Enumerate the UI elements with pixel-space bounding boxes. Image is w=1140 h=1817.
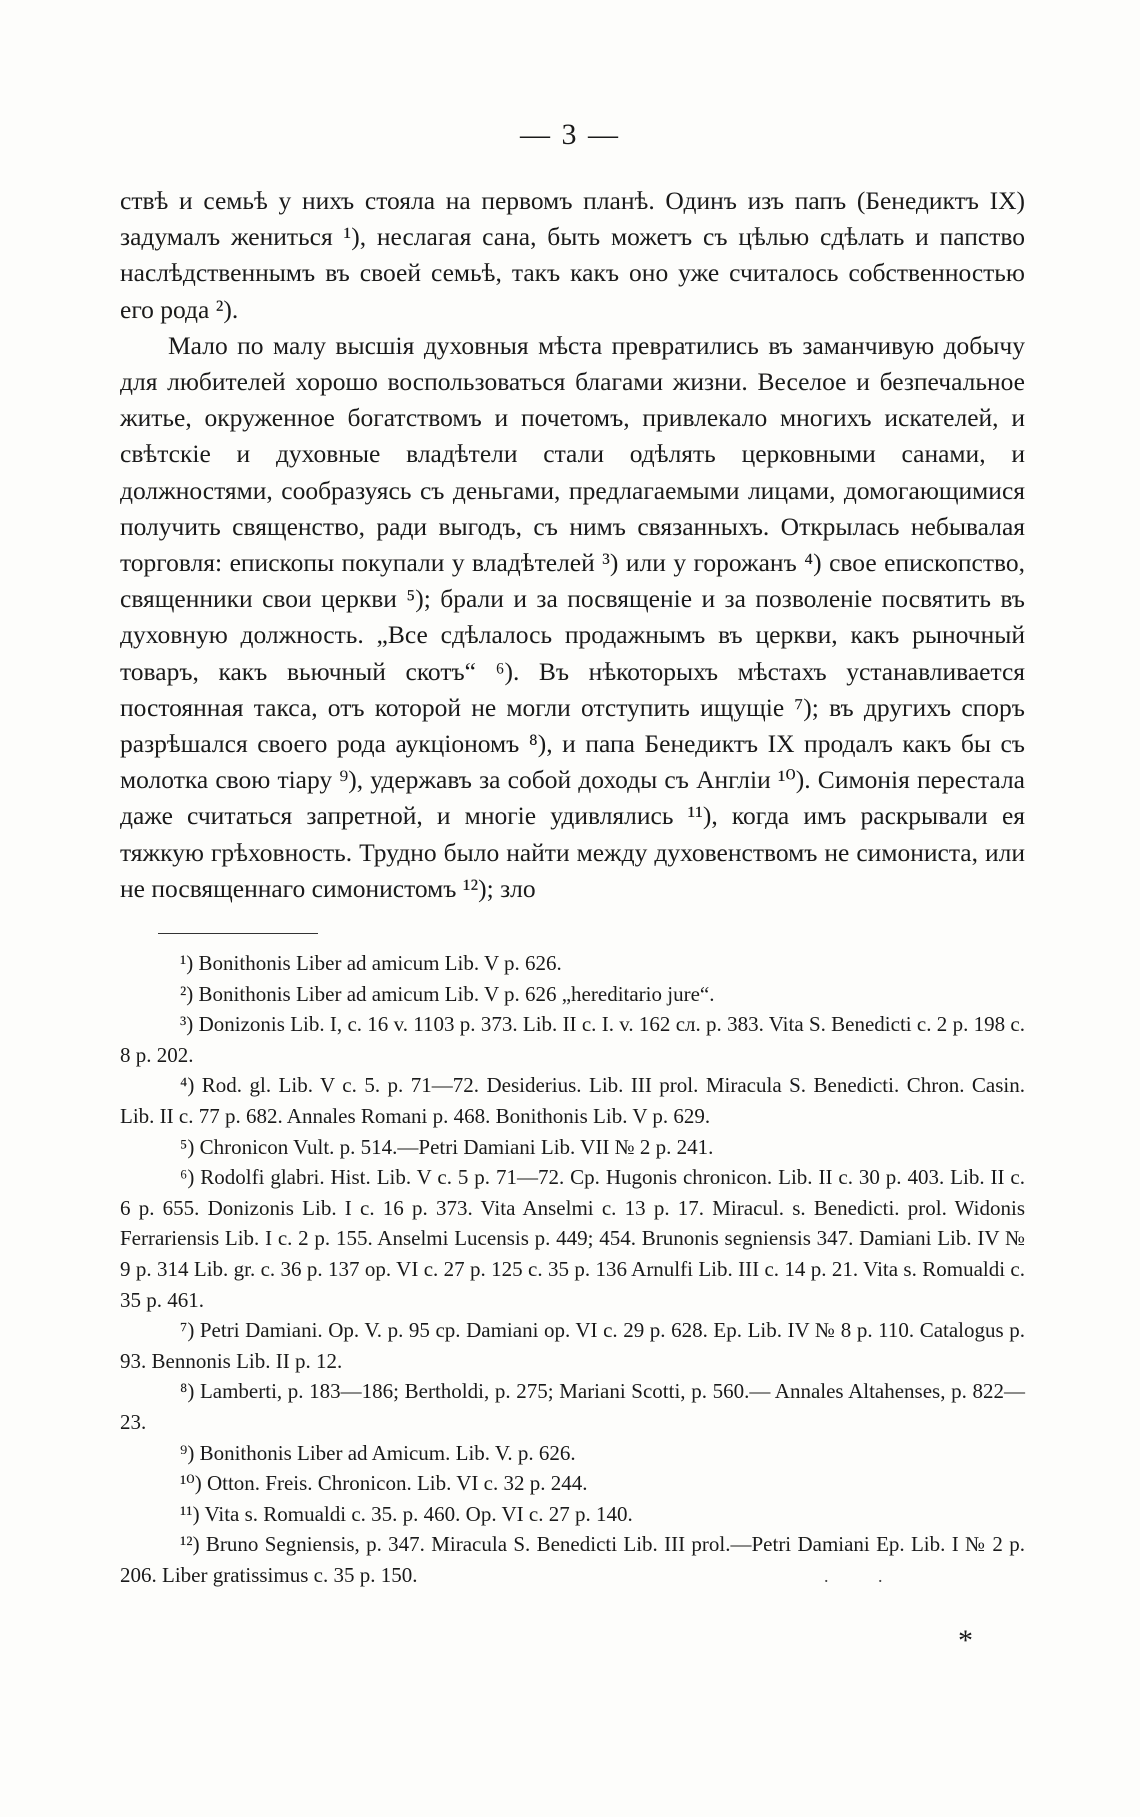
footnote: ¹) Bonithonis Liber ad amicum Lib. V p. 626. [180, 951, 562, 975]
footnote: ⁶) Rodolfi glabri. Hist. Lib. V c. 5 p. 71—72. Cp. Hugonis chronicon. Lib. II c. 30 p. 403. Lib. II c. 6 p. 655. Donizonis Lib. I c. 16 p. 373. Vita Anselmi c. 13 p. 17. Miracul. s. Benedicti. prol. Widonis Ferrariensis Lib. I c. 2 p. 155. Anselmi Lucensis p. 449; 454. Brunonis segniensis 347. Damiani Lib. IV № 9 p. 314 Lib. gr. c. 36 p. 137 op. VI c. 27 p. 125 c. 35 p. 136 Arnulfi Lib. III c. 14 p. 21. Vita s. Romualdi c. 35 p. 461. [120, 1165, 1025, 1312]
footnote: ¹²) Bruno Segniensis, p. 347. Miracula S. Benedicti Lib. III prol.—Petri Damiani Ep. Lib. I № 2 p. 206. Liber gratissimus c. 35 p. 150. [120, 1532, 1025, 1587]
footnote: ⁴) Rod. gl. Lib. V c. 5. p. 71—72. Desiderius. Lib. III prol. Miracula S. Benedicti. Chron. Casin. Lib. II c. 77 p. 682. Annales Romani p. 468. Bonithonis Lib. V p. 629. [120, 1073, 1025, 1128]
body-text [120, 183, 1025, 907]
signature-mark: * [958, 1624, 973, 1657]
footnote: ¹¹) Vita s. Romualdi c. 35. p. 460. Op. VI c. 27 p. 140. [180, 1501, 633, 1526]
page-number: — 3 — [520, 118, 620, 151]
footnote: ¹⁰) Otton. Freis. Chronicon. Lib. VI c. 32 p. 244. [180, 1471, 588, 1496]
footnote: ³) Donizonis Lib. I, c. 16 v. 1103 p. 373. Lib. II c. I. v. 162 сл. p. 383. Vita S. Benedicti c. 2 p. 198 c. 8 p. 202. [120, 1012, 1025, 1067]
footnote: ⁷) Petri Damiani. Op. V. p. 95 cp. Damiani op. VI c. 29 p. 628. Ep. Lib. IV № 8 p. 110. Catalogus p. 93. Bennonis Lib. II p. 12. [120, 1318, 1025, 1373]
footnote: ²) Bonithonis Liber ad amicum Lib. V p. 626 „hereditario jure“. [180, 981, 715, 1006]
print-specks: . . [824, 1566, 883, 1586]
footnote: ⁹) Bonithonis Liber ad Amicum. Lib. V. p. 626. [180, 1440, 576, 1465]
footnotes [120, 948, 1025, 1590]
footnote: ⁵) Chronicon Vult. p. 514.—Petri Damiani Lib. VII № 2 p. 241. [180, 1134, 714, 1159]
footnote: ⁸) Lamberti, p. 183—186; Bertholdi, p. 275; Mariani Scotti, p. 560.— Annales Altahenses, p. 822—23. [120, 1379, 1025, 1434]
paragraph: Мало по малу высшія духовныя мѣста превратились въ заманчивую добычу для любителей хорошо воспользоваться благами жизни. Веселое и безпечальное житье, окруженное богатствомъ и почетомъ, привлекало многихъ искателей, и свѣтскіе и духовные владѣтели стали одѣлять церковными санами, и должностями, сообразуясь съ деньгами, предлагаемыми лицами, домогающимися получить священство, ради выгодъ, съ нимъ связанныхъ. Открылась небывалая торговля: епископы покупали у владѣтелей ³) или у горожанъ ⁴) свое епископство, священники свои церкви ⁵); брали и за посвященіе и за позволеніе посвятить въ духовную должность. „Все сдѣлалось продажнымъ въ церкви, какъ рыночный товаръ, какъ вьючный скотъ“ ⁶). Въ нѣкоторыхъ мѣстахъ устанавливается постоянная такса, отъ которой не могли отступить ищущіе ⁷); въ другихъ споръ разрѣшался своего рода аукціономъ ⁸), и папа Бенедиктъ IX продалъ какъ бы съ молотка свою тіару ⁹), удержавъ за собой доходы съ Англіи ¹⁰). Симонія перестала даже считаться запретной, и многіе удивлялись ¹¹), когда имъ раскрывали ея тяжкую грѣховность. Трудно было найти между духовенствомъ не симониста, или не посвященнаго симонистомъ ¹²); зло [120, 330, 1025, 903]
footnote-separator [158, 933, 318, 934]
paragraph: ствѣ и семьѣ у нихъ стояла на первомъ планѣ. Одинъ изъ папъ (Бенедиктъ IX) задумалъ жениться ¹), неслагая сана, быть можетъ съ цѣлью сдѣлать и папство наслѣдственнымъ въ своей семьѣ, такъ какъ оно уже считалось собственностью его рода ²). [120, 186, 1025, 324]
